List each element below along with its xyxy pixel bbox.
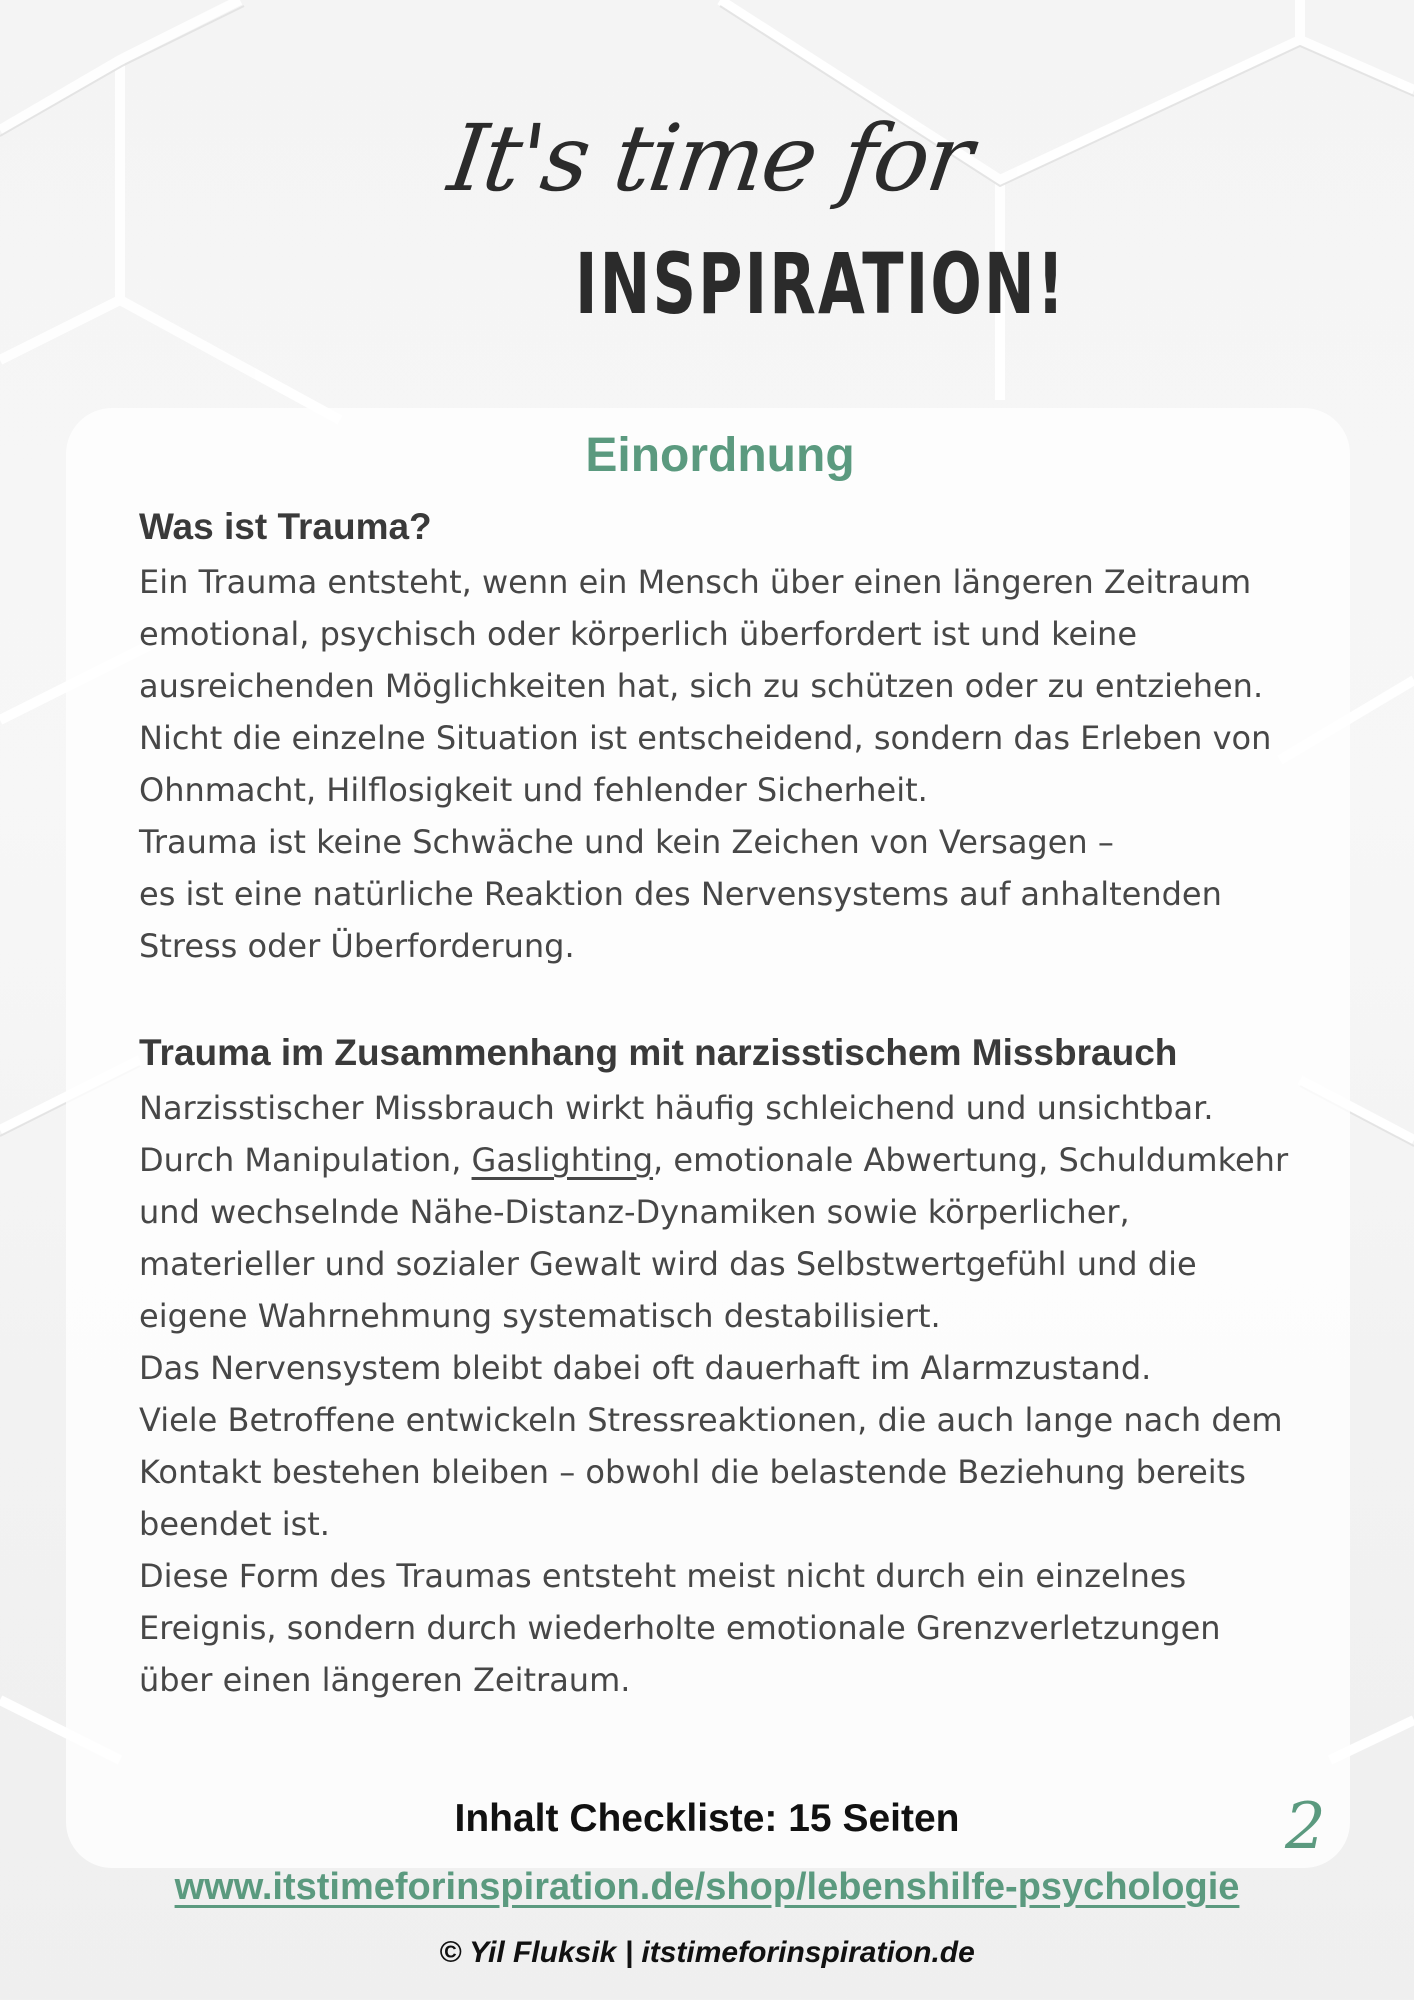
paragraph-line: Nicht die einzelne Situation ist entscheidend, sondern das Erleben von: [139, 719, 1272, 757]
paragraph-line: Ohnmacht, Hilflosigkeit und fehlender Sicherheit.: [139, 771, 928, 809]
line-text: , emotionale Abwertung, Schuldumkehr: [653, 1141, 1289, 1179]
paragraph-line: Narzisstischer Missbrauch wirkt häufig schleichend und unsichtbar.: [139, 1089, 1214, 1127]
page-number: 2: [1285, 1790, 1326, 1864]
paragraph-line: und wechselnde Nähe-Distanz-Dynamiken sowie körperlicher,: [139, 1193, 1130, 1231]
paragraph-line: es ist eine natürliche Reaktion des Nervensystems auf anhaltenden: [139, 875, 1222, 913]
paragraph-line-with-link: [139, 1134, 1349, 1186]
paragraph-line: beendet ist.: [139, 1505, 330, 1543]
paragraph-line: ausreichenden Möglichkeiten hat, sich zu schützen oder zu entziehen.: [139, 667, 1264, 705]
paragraph-line: Trauma ist keine Schwäche und kein Zeichen von Versagen –: [139, 823, 1114, 861]
line-text: Durch Manipulation,: [139, 1141, 472, 1179]
logo-bold-text: INSPIRATION!: [575, 235, 1067, 333]
logo-script-text: It's time for: [442, 105, 978, 212]
section-title: Einordnung: [585, 429, 855, 482]
gaslighting-link[interactable]: Gaslighting: [471, 1141, 654, 1179]
spacer: [139, 972, 1349, 1024]
paragraph-line: Diese Form des Traumas entsteht meist nicht durch ein einzelnes: [139, 1557, 1187, 1595]
brand-logo: [430, 95, 1067, 355]
shop-link[interactable]: www.itstimeforinspiration.de/shop/lebenshilfe-psychologie: [174, 1866, 1240, 1908]
paragraph-line: Ein Trauma entsteht, wenn ein Mensch über einen längeren Zeitraum: [139, 563, 1252, 601]
paragraph-line: Kontakt bestehen bleiben – obwohl die belastende Beziehung bereits: [139, 1453, 1246, 1491]
content-body: [139, 498, 1349, 1706]
paragraph-line: Stress oder Überforderung.: [139, 927, 575, 965]
paragraph-line: Viele Betroffene entwickeln Stressreaktionen, die auch lange nach dem: [139, 1401, 1283, 1439]
paragraph-line: über einen längeren Zeitraum.: [139, 1661, 631, 1699]
checklist-info: Inhalt Checkliste: 15 Seiten: [454, 1797, 960, 1840]
paragraph-line: eigene Wahrnehmung systematisch destabilisiert.: [139, 1297, 941, 1335]
paragraph-line: emotional, psychisch oder körperlich überfordert ist und keine: [139, 615, 1138, 653]
copyright-text: © Yil Fluksik | itstimeforinspiration.de: [439, 1936, 975, 1969]
paragraph-line: materieller und sozialer Gewalt wird das Selbstwertgefühl und die: [139, 1245, 1197, 1283]
paragraph-line: Ereignis, sondern durch wiederholte emotionale Grenzverletzungen: [139, 1609, 1221, 1647]
heading-trauma-narzisstisch: Trauma im Zusammenhang mit narzisstischem Missbrauch: [139, 1032, 1178, 1073]
paragraph-line: Das Nervensystem bleibt dabei oft dauerhaft im Alarmzustand.: [139, 1349, 1152, 1387]
heading-was-ist-trauma: Was ist Trauma?: [139, 506, 432, 547]
